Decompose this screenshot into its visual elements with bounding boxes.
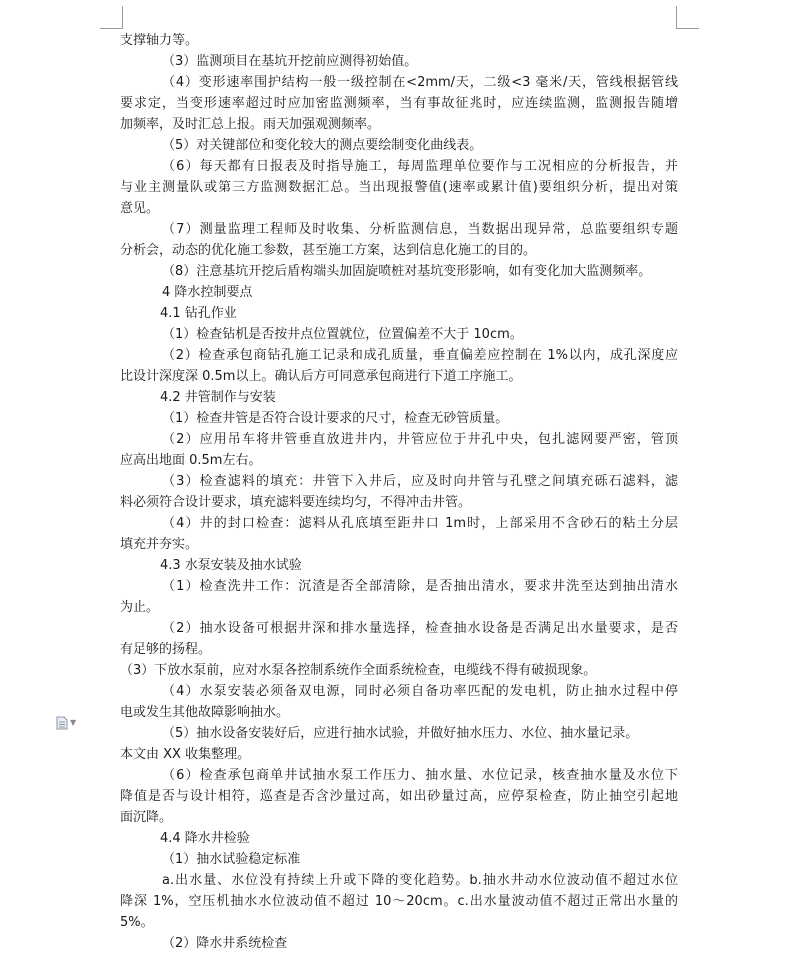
section-heading: 4.3 水泵安装及抽水试验 (160, 558, 302, 573)
page-corner-mark-top-left (100, 6, 123, 29)
section-heading: 4.4 降水井检验 (160, 831, 250, 846)
text-line: 意见。 (120, 201, 160, 216)
text-line: 面沉降。 (120, 810, 173, 825)
text-line: 5%。 (120, 915, 154, 930)
text-line: （4）水泵安装必须备双电源，同时必须自备功率匹配的发电机，防止抽水过程中停 (162, 684, 678, 699)
text-line: 分析会，动态的优化施工参数，甚至施工方案，达到信息化施工的目的。 (120, 243, 537, 258)
text-line: 降值是否与设计相符，巡查是否含沙量过高，如出砂量过高，应停泵检查，防止抽空引起地 (120, 789, 678, 804)
text-line: （1）抽水试验稳定标准 (162, 852, 301, 867)
section-heading: 4 降水控制要点 (162, 285, 253, 300)
text-line: （6）每天都有日报表及时指导施工，每周监理单位要作与工况相应的分析报告，并 (162, 159, 678, 174)
text-line: 要求定，当变形速率超过时应加密监测频率，当有事故征兆时，应连续监测，监测报告随增 (120, 96, 678, 111)
page-corner-mark-top-right (676, 6, 699, 29)
text-line: （2）检查承包商钻孔施工记录和成孔质量，垂直偏差应控制在 1%以内，成孔深度应 (162, 348, 678, 363)
text-line: 填充并夯实。 (120, 537, 199, 552)
text-line: 降深 1%，空压机抽水水位波动值不超过 10～20cm。c.出水量波动值不超过正常出水量的 (120, 894, 678, 909)
text-line: （3）监测项目在基坑开挖前应测得初始值。 (162, 54, 418, 69)
text-line: （1）检查钻机是否按井点位置就位，位置偏差不大于 10cm。 (162, 327, 523, 342)
text-line: 为止。 (120, 600, 160, 615)
text-line: 加频率，及时汇总上报。雨天加强观测频率。 (120, 117, 381, 132)
text-line: 电或发生其他故障影响抽水。 (120, 705, 290, 720)
text-line: 与业主测量队或第三方监测数据汇总。当出现报警值(速率或累计值)要组织分析，提出对策 (120, 180, 678, 195)
text-line: （2）降水井系统检查 (162, 936, 288, 951)
text-line: （5）对关键部位和变化较大的测点要绘制变化曲线表。 (162, 138, 483, 153)
text-line: 有足够的扬程。 (120, 642, 212, 657)
document-icon (56, 716, 68, 730)
text-line: （5）抽水设备安装好后，应进行抽水试验，并做好抽水压力、水位、抽水量记录。 (162, 726, 639, 741)
chevron-down-icon: ▼ (70, 718, 77, 727)
text-line: （6）检查承包商单井试抽水泵工作压力、抽水量、水位记录，核查抽水量及水位下 (162, 768, 678, 783)
text-line: （8）注意基坑开挖后盾构端头加固旋喷桩对基坑变形影响，如有变化加大监测频率。 (162, 264, 652, 279)
text-line: （4）井的封口检查：滤料从孔底填至距井口 1m时，上部采用不含砂石的粘土分层 (162, 516, 678, 531)
text-line: 比设计深度深 0.5m以上。确认后方可同意承包商进行下道工序施工。 (120, 369, 522, 384)
paragraph-options-icon[interactable] (56, 716, 76, 730)
text-line: 支撑轴力等。 (120, 33, 199, 48)
text-line: 应高出地面 0.5m左右。 (120, 453, 262, 468)
text-line: 本文由 XX 收集整理。 (120, 747, 251, 762)
text-line: （1）检查井管是否符合设计要求的尺寸，检查无砂管质量。 (162, 411, 509, 426)
text-line: （4）变形速率围护结构一般一级控制在<2mm/天，二级<3 毫米/天，管线根据管线 (162, 75, 678, 90)
section-heading: 4.1 钻孔作业 (160, 306, 237, 321)
text-line: 料必须符合设计要求，填充滤料要连续均匀，不得冲击井管。 (120, 495, 472, 510)
text-line: （7）测量监理工程师及时收集、分析监测信息，当数据出现异常，总监要组织专题 (162, 222, 678, 237)
text-line: （3）检查滤料的填充：井管下入井后，应及时向井管与孔壁之间填充砾石滤料，滤 (162, 474, 678, 489)
section-heading: 4.2 井管制作与安装 (160, 390, 276, 405)
text-line: a.出水量、水位没有持续上升或下降的变化趋势。b.抽水井动水位波动值不超过水位 (162, 873, 678, 888)
text-line: （2）应用吊车将井管垂直放进井内，井管应位于井孔中央，包扎滤网要严密，管顶 (162, 432, 678, 447)
text-line: （1）检查洗井工作：沉渣是否全部清除，是否抽出清水，要求井洗至达到抽出清水 (162, 579, 678, 594)
text-line: （2）抽水设备可根据井深和排水量选择，检查抽水设备是否满足出水量要求，是否 (162, 621, 678, 636)
text-line: （3）下放水泵前，应对水泵各控制系统作全面系统检查，电缆线不得有破损现象。 (120, 663, 597, 678)
